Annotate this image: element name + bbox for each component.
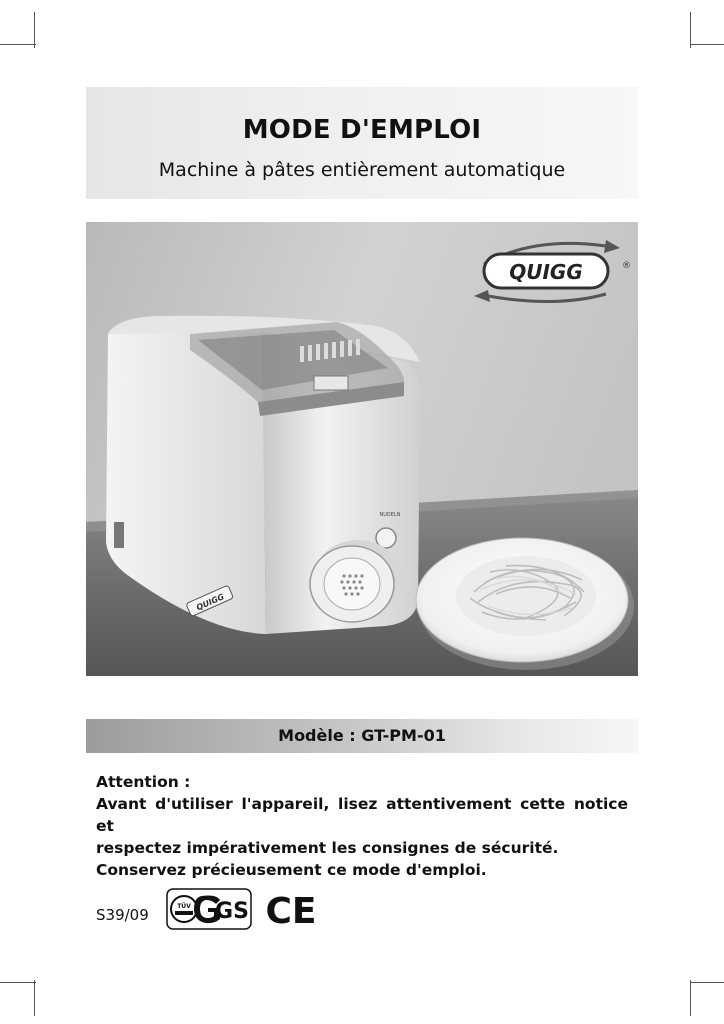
model-label: Modèle : GT-PM-01	[278, 726, 446, 745]
crop-mark	[690, 982, 724, 983]
logo-text: QUIGG	[509, 260, 583, 284]
model-band	[86, 719, 638, 753]
ce-mark	[264, 890, 318, 928]
crop-mark	[0, 982, 36, 983]
attention-heading: Attention :	[96, 773, 191, 791]
attention-notice	[96, 771, 628, 881]
attention-line: Avant d'utiliser l'appareil, lisez attentivement cette notice et	[96, 795, 628, 835]
crop-mark	[690, 12, 691, 48]
registered-mark: ®	[622, 261, 631, 271]
crop-mark	[690, 44, 724, 45]
crop-mark	[34, 12, 35, 48]
crop-mark	[690, 980, 691, 1016]
pasta-machine	[106, 316, 420, 634]
document-subtitle: Machine à pâtes entièrement automatique	[158, 159, 566, 181]
knob-label: NUDELN	[379, 512, 401, 518]
ce-text: CE	[265, 891, 317, 928]
tuv-text: TÜV	[177, 903, 191, 910]
document-code: S39/09	[96, 906, 149, 924]
tuv-gs-mark	[166, 888, 252, 930]
crop-mark	[0, 44, 36, 45]
machine-brand-label: QUIGG	[195, 592, 226, 613]
header-band	[86, 87, 638, 199]
attention-line: Conservez précieusement ce mode d'emploi.	[96, 861, 487, 879]
attention-line: respectez impérativement les consignes de sécurité.	[96, 839, 559, 857]
gs-text: GS	[215, 899, 249, 924]
document-title: MODE D'EMPLOI	[242, 115, 482, 145]
crop-mark	[34, 980, 35, 1016]
product-photo	[86, 222, 638, 676]
